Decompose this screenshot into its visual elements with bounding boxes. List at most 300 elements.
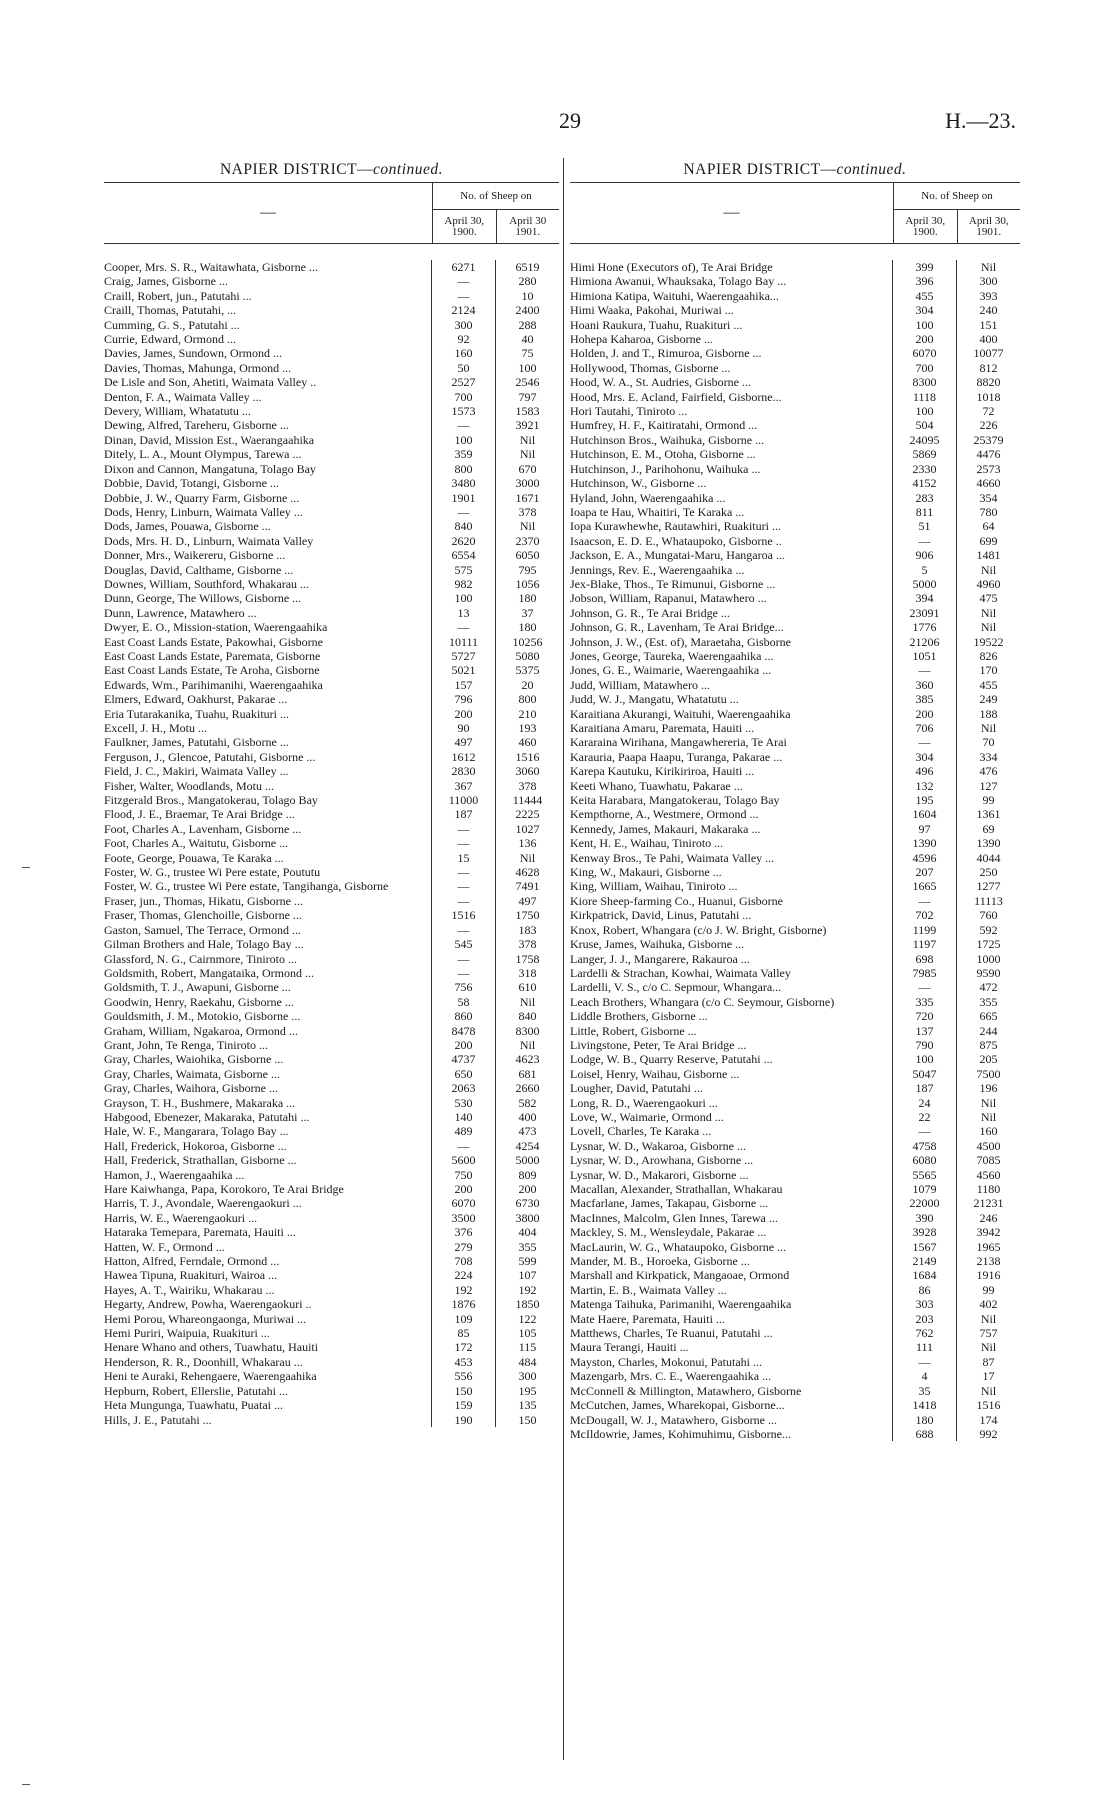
sheep-1901: 826 <box>956 649 1020 663</box>
owner-entry: Eria Tutarakanika, Tuahu, Ruakituri ... <box>104 706 289 721</box>
sheep-1901: 472 <box>956 980 1020 994</box>
district-title-text: NAPIER DISTRICT— <box>219 161 374 178</box>
table-row <box>104 577 559 591</box>
owner-entry: Lardelli & Strachan, Kowhai, Waimata Valley <box>570 965 791 980</box>
sheep-1900: 545 <box>431 937 495 951</box>
owner-entry: Currie, Edward, Ormond ... <box>104 332 236 347</box>
name-column-header: — <box>260 204 276 221</box>
owner-entry: Karaitiana Amaru, Paremata, Hauiti ... <box>570 721 755 735</box>
owner-entry: Love, W., Waimarie, Ormond ... <box>570 1109 724 1124</box>
owner-entry: Gilman Brothers and Hale, Tolago Bay ... <box>104 937 304 952</box>
sheep-1900: — <box>431 1139 495 1153</box>
right-column <box>570 158 1020 1441</box>
owner-entry: Liddle Brothers, Gisborne ... <box>570 1009 708 1024</box>
table-row <box>104 534 559 548</box>
col-1901-header: April 30 1901. <box>496 210 560 243</box>
sheep-1900: 200 <box>892 707 956 721</box>
sheep-1900: 376 <box>431 1225 495 1239</box>
sheep-1901: 378 <box>495 937 559 951</box>
owner-entry: Long, R. D., Waerengaokuri ... <box>570 1095 718 1110</box>
table-row <box>104 1413 559 1427</box>
table-row <box>104 1096 559 1110</box>
sheep-1901: 402 <box>956 1297 1020 1311</box>
sheep-1901: 4960 <box>956 577 1020 591</box>
table-row <box>570 1340 1020 1354</box>
sheep-1901: 9590 <box>956 966 1020 980</box>
sheep-1900: 21206 <box>892 635 956 649</box>
table-row <box>570 793 1020 807</box>
owner-entry: Field, J. C., Makiri, Waimata Valley ... <box>104 764 289 779</box>
sheep-1900: 195 <box>892 793 956 807</box>
owner-entry: Hutchinson, W., Gisborne ... <box>570 476 707 491</box>
sheep-1901: 249 <box>956 692 1020 706</box>
owner-entry: Hegarty, Andrew, Powha, Waerengaokuri .. <box>104 1297 312 1312</box>
owner-entry: Dobbie, David, Totangi, Gisborne ... <box>104 476 279 491</box>
sheep-1901: 226 <box>956 418 1020 432</box>
sheep-1900: 688 <box>892 1427 956 1441</box>
sheep-1901: 393 <box>956 289 1020 303</box>
owner-entry: Kent, H. E., Waihau, Tiniroto ... <box>570 836 724 851</box>
owner-entry: Hayes, A. T., Wairiku, Whakarau ... <box>104 1282 275 1297</box>
sheep-1900: 15 <box>431 851 495 865</box>
sheep-1900: 6080 <box>892 1153 956 1167</box>
sheep-1900: 6070 <box>892 346 956 360</box>
table-row <box>104 966 559 980</box>
table-row <box>570 807 1020 821</box>
table-row <box>570 1009 1020 1023</box>
sheep-1900: 5600 <box>431 1153 495 1167</box>
sheep-1901: 582 <box>495 1096 559 1110</box>
table-row <box>570 1326 1020 1340</box>
sheep-1901: 150 <box>495 1413 559 1427</box>
owner-entry: Kirkpatrick, David, Linus, Patutahi ... <box>570 908 752 923</box>
owner-entry: Grayson, T. H., Bushmere, Makaraka ... <box>104 1095 296 1110</box>
sheep-1900: 396 <box>892 274 956 288</box>
sheep-1901: 8820 <box>956 375 1020 389</box>
sheep-1901: 378 <box>495 505 559 519</box>
sheep-1901: 10 <box>495 289 559 303</box>
sheep-1901: 5080 <box>495 649 559 663</box>
owner-entry: Lysnar, W. D., Wakaroa, Gisborne ... <box>570 1138 746 1153</box>
table-row <box>104 1052 559 1066</box>
district-title-continued: continued. <box>836 161 907 178</box>
sheep-1901: 11444 <box>495 793 559 807</box>
table-row <box>104 1196 559 1210</box>
sheep-1900: 11000 <box>431 793 495 807</box>
sheep-1900: — <box>892 534 956 548</box>
sheep-1900: 50 <box>431 361 495 375</box>
table-row <box>570 1067 1020 1081</box>
sheep-1900: 1516 <box>431 908 495 922</box>
sheep-1901: Nil <box>956 1340 1020 1354</box>
table-row <box>104 1326 559 1340</box>
table-row <box>570 318 1020 332</box>
table-row <box>570 1427 1020 1441</box>
table-row <box>104 678 559 692</box>
sheep-1900: — <box>431 274 495 288</box>
sheep-1901: 484 <box>495 1355 559 1369</box>
owner-entry: Jackson, E. A., Mungatai-Maru, Hangaroa ... <box>570 548 785 563</box>
table-row <box>570 1196 1020 1210</box>
owner-entry: Jobson, William, Rapanui, Matawhero ... <box>570 591 767 606</box>
sheep-1900: 399 <box>892 260 956 274</box>
sheep-1900: 796 <box>431 692 495 706</box>
owner-entry: Kiore Sheep-farming Co., Huanui, Gisborne <box>570 893 783 908</box>
sheep-1901: Nil <box>956 1096 1020 1110</box>
sheep-1901: 72 <box>956 404 1020 418</box>
sheep-1901: 183 <box>495 923 559 937</box>
sheep-1900: 360 <box>892 678 956 692</box>
sheep-1900: — <box>892 980 956 994</box>
sheep-1901: 6730 <box>495 1196 559 1210</box>
sheep-1901: 400 <box>495 1110 559 1124</box>
owner-entry: Livingstone, Peter, Te Arai Bridge ... <box>570 1037 747 1052</box>
sheep-1901: 100 <box>495 361 559 375</box>
sheep-group-header: No. of Sheep on <box>433 183 559 210</box>
sheep-1901: 3060 <box>495 764 559 778</box>
sheep-1900: — <box>431 836 495 850</box>
sheep-1900: 100 <box>892 404 956 418</box>
owner-entry: Donner, Mrs., Waikereru, Gisborne ... <box>104 548 286 563</box>
table-row <box>104 433 559 447</box>
sheep-1901: 610 <box>495 980 559 994</box>
sheep-1900: 6070 <box>431 1196 495 1210</box>
sheep-1900: 150 <box>431 1384 495 1398</box>
owner-entry: Mate Haere, Paremata, Hauiti ... <box>570 1311 725 1326</box>
owner-entry: Goldsmith, Robert, Mangataika, Ormond ... <box>104 965 314 980</box>
sheep-1900: 6271 <box>431 260 495 274</box>
owner-entry: Gray, Charles, Waiohika, Gisborne ... <box>104 1052 284 1067</box>
table-row <box>104 980 559 994</box>
sheep-1900: 1390 <box>892 836 956 850</box>
owner-entry: Craig, James, Gisborne ... <box>104 274 228 289</box>
owner-entry: Harris, W. E., Waerengaokuri ... <box>104 1210 258 1225</box>
table-row <box>104 447 559 461</box>
owner-entry: King, William, Waihau, Tiniroto ... <box>570 879 738 894</box>
sheep-1901: Nil <box>956 606 1020 620</box>
owner-entry: Cumming, G. S., Patutahi ... <box>104 317 240 332</box>
owner-entry: Hall, Frederick, Hokoroa, Gisborne ... <box>104 1138 287 1153</box>
sheep-1900: 100 <box>431 591 495 605</box>
table-row <box>104 750 559 764</box>
sheep-1900: 92 <box>431 332 495 346</box>
table-row <box>104 1268 559 1282</box>
table-row <box>570 1110 1020 1124</box>
sheep-1901: 205 <box>956 1052 1020 1066</box>
owner-entry: East Coast Lands Estate, Paremata, Gisborne <box>104 648 321 663</box>
sheep-1900: 5000 <box>892 577 956 591</box>
sheep-1900: 1665 <box>892 879 956 893</box>
sheep-1900: 906 <box>892 548 956 562</box>
owner-entry: Hood, Mrs. E. Acland, Fairfield, Gisborne... <box>570 389 782 404</box>
table-row <box>570 952 1020 966</box>
owner-entry: Lovell, Charles, Te Karaka ... <box>570 1124 712 1139</box>
sheep-1900: — <box>431 923 495 937</box>
sheep-1900: 86 <box>892 1283 956 1297</box>
sheep-1900: 4152 <box>892 476 956 490</box>
sheep-1901: 473 <box>495 1124 559 1138</box>
sheep-1901: 760 <box>956 908 1020 922</box>
sheep-1900: 160 <box>431 346 495 360</box>
table-row <box>570 260 1020 274</box>
sheep-1900: 304 <box>892 303 956 317</box>
table-row <box>104 663 559 677</box>
sheep-1901: 192 <box>495 1283 559 1297</box>
table-row <box>570 980 1020 994</box>
district-title-continued: continued. <box>373 161 444 178</box>
table-header <box>104 182 559 244</box>
sheep-1901: 875 <box>956 1038 1020 1052</box>
owner-entry: Karepa Kautuku, Kirikiriroa, Hauiti ... <box>570 764 755 779</box>
sheep-1900: 5021 <box>431 663 495 677</box>
sheep-1900: — <box>892 894 956 908</box>
sheep-1900: 700 <box>431 390 495 404</box>
sheep-1900: 3928 <box>892 1225 956 1239</box>
sheep-1900: 455 <box>892 289 956 303</box>
sheep-1900: 4758 <box>892 1139 956 1153</box>
table-row <box>570 908 1020 922</box>
owner-entry: Lysnar, W. D., Arowhana, Gisborne ... <box>570 1153 754 1168</box>
owner-entry: Henare Whano and others, Tuawhatu, Hauiti <box>104 1340 319 1355</box>
owner-entry: Ferguson, J., Glencoe, Patutahi, Gisborne ... <box>104 749 316 764</box>
sheep-1900: 200 <box>431 1038 495 1052</box>
sheep-1901: 4476 <box>956 447 1020 461</box>
sheep-1900: — <box>431 620 495 634</box>
table-row <box>570 937 1020 951</box>
table-row <box>104 952 559 966</box>
table-row <box>570 1081 1020 1095</box>
sheep-1900: 224 <box>431 1268 495 1282</box>
table-row <box>104 274 559 288</box>
owner-entry: Foot, Charles A., Waitutu, Gisborne ... <box>104 836 289 851</box>
sheep-1900: — <box>431 505 495 519</box>
table-row <box>104 491 559 505</box>
owner-entry: Goldsmith, T. J., Awapuni, Gisborne ... <box>104 980 291 995</box>
table-row <box>570 1355 1020 1369</box>
owner-entry: Keeti Whano, Tuawhatu, Pakarae ... <box>570 778 743 793</box>
table-row <box>104 1168 559 1182</box>
sheep-1900: — <box>431 289 495 303</box>
table-row <box>570 966 1020 980</box>
table-row <box>104 462 559 476</box>
owner-entry: Marshall and Kirkpatick, Mangaoae, Ormond <box>570 1268 790 1283</box>
sheep-1901: 99 <box>956 793 1020 807</box>
owner-entry: Hatton, Alfred, Ferndale, Ormond ... <box>104 1254 280 1269</box>
table-row <box>104 289 559 303</box>
owner-entry: Dixon and Cannon, Mangatuna, Tolago Bay <box>104 461 316 476</box>
table-row <box>570 707 1020 721</box>
sheep-1900: 159 <box>431 1398 495 1412</box>
owner-entry: Foster, W. G., trustee Wi Pere estate, Poututu <box>104 865 321 880</box>
page-number: 29 <box>559 108 581 133</box>
sheep-1900: 140 <box>431 1110 495 1124</box>
table-row <box>104 1398 559 1412</box>
sheep-1901: 2573 <box>956 462 1020 476</box>
sheep-1900: 23091 <box>892 606 956 620</box>
table-row <box>104 404 559 418</box>
table-row <box>570 346 1020 360</box>
sheep-1900: 1901 <box>431 491 495 505</box>
sheep-1900: 496 <box>892 764 956 778</box>
owner-entry: Hori Tautahi, Tiniroto ... <box>570 404 688 419</box>
owner-entry: Fraser, Thomas, Glenchoille, Gisborne ... <box>104 908 302 923</box>
sheep-1901: 8300 <box>495 1024 559 1038</box>
owner-entry: Kenway Bros., Te Pahi, Waimata Valley ... <box>570 850 775 865</box>
table-row <box>570 879 1020 893</box>
table-row <box>104 1384 559 1398</box>
owner-entry: Hataraka Temepara, Paremata, Hauiti ... <box>104 1225 296 1240</box>
sheep-1900: 157 <box>431 678 495 692</box>
sheep-1901: 1277 <box>956 879 1020 893</box>
sheep-1901: 19522 <box>956 635 1020 649</box>
owner-entry: Denton, F. A., Waimata Valley ... <box>104 389 262 404</box>
table-row <box>570 678 1020 692</box>
table-row <box>104 1139 559 1153</box>
sheep-1900: 860 <box>431 1009 495 1023</box>
sheep-1901: Nil <box>495 447 559 461</box>
sheep-1900: 1567 <box>892 1240 956 1254</box>
sheep-1900: 3500 <box>431 1211 495 1225</box>
sheep-count-header <box>432 183 559 243</box>
sheep-1901: 180 <box>495 591 559 605</box>
owner-entry: Himi Waaka, Pakohai, Muriwai ... <box>570 303 734 318</box>
sheep-1900: 100 <box>431 433 495 447</box>
sheep-1901: 4254 <box>495 1139 559 1153</box>
table-row <box>570 433 1020 447</box>
owner-entry: Karaitiana Akurangi, Waituhi, Waerengaahika <box>570 706 791 721</box>
owner-entry: Hohepa Kaharoa, Gisborne ... <box>570 332 713 347</box>
table-row <box>570 1153 1020 1167</box>
owner-entry: Himiona Katipa, Waituhi, Waerengaahika... <box>570 288 779 303</box>
sheep-1900: — <box>431 966 495 980</box>
sheep-1900: 650 <box>431 1067 495 1081</box>
sheep-1900: 203 <box>892 1312 956 1326</box>
sheep-1900: 5 <box>892 563 956 577</box>
sheep-1901: 75 <box>495 346 559 360</box>
sheep-1900: 5869 <box>892 447 956 461</box>
table-row <box>570 1369 1020 1383</box>
sheep-1900: 750 <box>431 1168 495 1182</box>
table-row <box>570 692 1020 706</box>
sheep-1900: — <box>431 418 495 432</box>
owner-entry: Dinan, David, Mission Est., Waerangaahika <box>104 432 315 447</box>
owner-entry: Cooper, Mrs. S. R., Waitawhata, Gisborne ... <box>104 260 318 274</box>
owner-entry: Heni te Auraki, Rehengaere, Waerengaahika <box>104 1369 317 1384</box>
table-row <box>104 735 559 749</box>
table-row <box>104 995 559 1009</box>
owner-entry: Ioapa te Hau, Whaitiri, Te Karaka ... <box>570 504 745 519</box>
sheep-1900: 8300 <box>892 375 956 389</box>
owner-entry: McIldowrie, James, Kohimuhimu, Gisborne... <box>570 1426 791 1441</box>
owner-entry: Lysnar, W. D., Makarori, Gisborne ... <box>570 1167 749 1182</box>
owner-entry: Mayston, Charles, Mokonui, Patutahi ... <box>570 1354 762 1369</box>
table-row <box>570 836 1020 850</box>
table-row <box>570 1398 1020 1412</box>
owner-entry: Lougher, David, Patutahi ... <box>570 1081 703 1096</box>
sheep-1901: 681 <box>495 1067 559 1081</box>
owner-entry: Jones, G. E., Waimarie, Waerengaahika ... <box>570 663 772 678</box>
owner-entry: Dods, Mrs. H. D., Linburn, Waimata Valley <box>104 533 314 548</box>
sheep-1901: 1671 <box>495 491 559 505</box>
owner-entry: Henderson, R. R., Doonhill, Whakarau ... <box>104 1354 303 1369</box>
sheep-1901: 3921 <box>495 418 559 432</box>
sheep-1901: 475 <box>956 591 1020 605</box>
sheep-1900: 1604 <box>892 807 956 821</box>
table-row <box>570 390 1020 404</box>
sheep-1901: 193 <box>495 721 559 735</box>
sheep-1901: 288 <box>495 318 559 332</box>
owner-entry: Himiona Awanui, Whauksaka, Tolago Bay ... <box>570 274 787 289</box>
sheep-1900: 1776 <box>892 620 956 634</box>
sheep-1900: 1876 <box>431 1297 495 1311</box>
sheep-1900: 7985 <box>892 966 956 980</box>
sheep-1901: 64 <box>956 519 1020 533</box>
owner-entry: Iopa Kurawhewhe, Rautawhiri, Ruakituri ... <box>570 519 781 534</box>
sheep-1900: 2063 <box>431 1081 495 1095</box>
owner-entry: Keita Harabara, Mangatokerau, Tolago Bay <box>570 793 780 808</box>
table-row <box>104 548 559 562</box>
sheep-1900: 85 <box>431 1326 495 1340</box>
owner-entry: Matthews, Charles, Te Ruanui, Patutahi ... <box>570 1326 773 1341</box>
owner-entry: Hoani Raukura, Tuahu, Ruakituri ... <box>570 317 743 332</box>
sheep-1900: 359 <box>431 447 495 461</box>
sheep-1900: 1199 <box>892 923 956 937</box>
owner-entry: Hall, Frederick, Strathallan, Gisborne ... <box>104 1153 297 1168</box>
sheep-1900: 530 <box>431 1096 495 1110</box>
sheep-1900: 180 <box>892 1413 956 1427</box>
sheep-1900: 97 <box>892 822 956 836</box>
owner-entry: Hatten, W. F., Ormond ... <box>104 1239 225 1254</box>
table-row <box>570 361 1020 375</box>
owner-entry: Kruse, James, Waihuka, Gisborne ... <box>570 937 745 952</box>
sheep-1900: 700 <box>892 361 956 375</box>
owner-entry: Dunn, Lawrence, Matawhero ... <box>104 605 257 620</box>
table-row <box>570 865 1020 879</box>
sheep-1901: 670 <box>495 462 559 476</box>
owner-entry: Hollywood, Thomas, Gisborne ... <box>570 360 731 375</box>
sheep-1901: 2660 <box>495 1081 559 1095</box>
sheep-1900: 100 <box>892 1052 956 1066</box>
table-row <box>104 807 559 821</box>
table-row <box>104 908 559 922</box>
sheep-1900: 132 <box>892 779 956 793</box>
owner-entry: Loisel, Henry, Waihau, Gisborne ... <box>570 1066 740 1081</box>
table-row <box>570 822 1020 836</box>
margin-mark <box>22 867 30 868</box>
sheep-1901: 5375 <box>495 663 559 677</box>
sheep-1901: 300 <box>956 274 1020 288</box>
sheep-1901: 160 <box>956 1124 1020 1138</box>
owner-entry: Mackley, S. M., Wensleydale, Pakarae ... <box>570 1225 767 1240</box>
sheep-1901: 5000 <box>495 1153 559 1167</box>
sheep-1900: 335 <box>892 995 956 1009</box>
sheep-1901: 4500 <box>956 1139 1020 1153</box>
sheep-1901: Nil <box>956 721 1020 735</box>
owner-entry: Jones, George, Taureka, Waerengaahika ... <box>570 648 774 663</box>
sheep-1901: 378 <box>495 779 559 793</box>
sheep-1901: 210 <box>495 707 559 721</box>
table-row <box>104 1024 559 1038</box>
sheep-1900: 1197 <box>892 937 956 951</box>
owner-entry: Hamon, J., Waerengaahika ... <box>104 1167 245 1182</box>
table-row <box>570 548 1020 562</box>
sheep-1900: 453 <box>431 1355 495 1369</box>
owner-entry: De Lisle and Son, Ahetiti, Waimata Valley .. <box>104 375 317 390</box>
owner-entry: Harris, T. J., Avondale, Waerengaokuri ... <box>104 1196 302 1211</box>
sheep-1901: 795 <box>495 563 559 577</box>
left-column <box>104 158 559 1427</box>
table-row <box>104 1312 559 1326</box>
